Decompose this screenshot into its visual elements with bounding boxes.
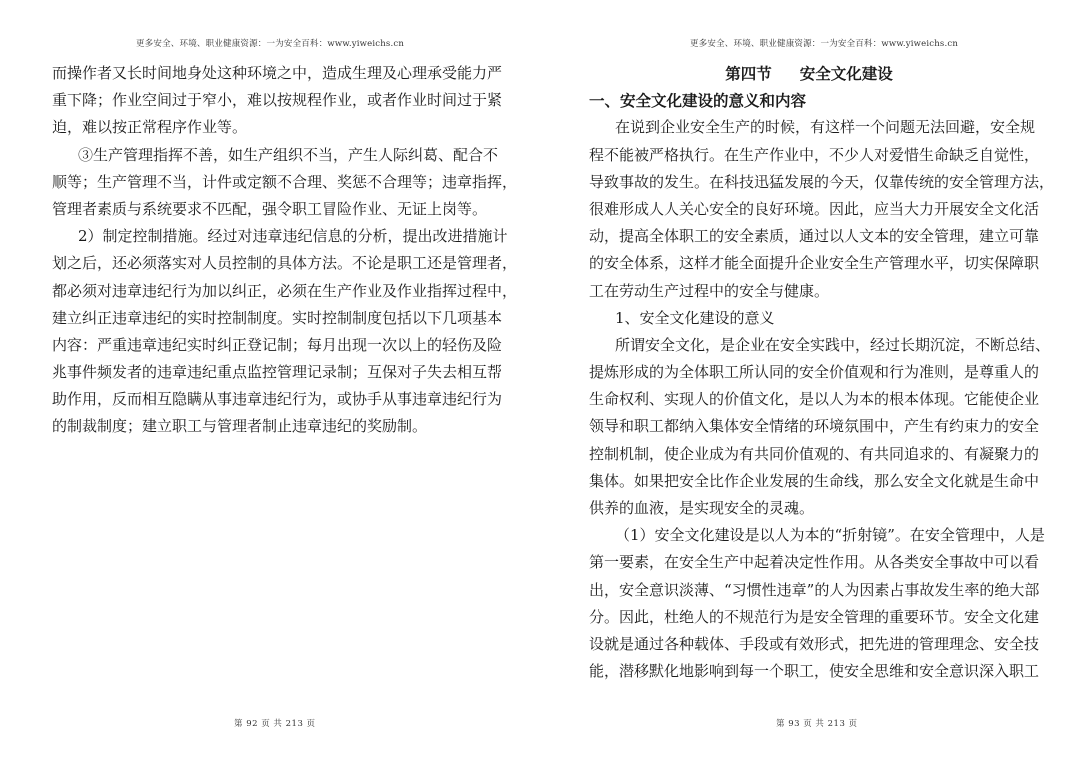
text-line: 的制裁制度；建立职工与管理者制止违章违纪的奖励制。 xyxy=(52,417,428,436)
section-title xyxy=(589,60,1029,87)
text-line: 助作用，反而相互隐瞒从事违章违纪行为，或协手从事违章违纪行为 xyxy=(52,390,503,409)
text-line: 划之后，还必须落实对人员控制的具体方法。不论是职工还是管理者， xyxy=(52,254,518,273)
section-label: 第四节 xyxy=(725,64,772,83)
text-line: 供养的血液，是实现安全的灵魂。 xyxy=(589,499,815,517)
text-line: 都必须对违章违纪行为加以纠正，必须在生产作业及作业指挥过程中， xyxy=(52,281,518,300)
right-page xyxy=(540,0,1080,763)
text-line: 重下降；作业空间过于窄小，难以按规程作业，或者作业时间过于紧 xyxy=(52,91,503,110)
page-header: 更多安全、环境、职业健康资源：一为安全百科：www.yiweichs.cn xyxy=(136,39,405,49)
text-line: 在说到企业安全生产的时候，有这样一个问题无法回避，安全规 xyxy=(615,118,1036,137)
subheading: 一、安全文化建设的意义和内容 xyxy=(589,91,807,111)
text-line: 集体。如果把安全比作企业发展的生命线，那么安全文化就是生命中 xyxy=(589,471,1040,490)
text-line: 兆事件频发者的违章违纪重点监控管理记录制；互保对子失去相互帮 xyxy=(52,363,503,382)
text-line: 提炼形成的为全体职工所认同的安全价值观和行为准则，是尊重人的 xyxy=(589,363,1040,382)
text-line: 导致事故的发生。在科技迅猛发展的今天，仅靠传统的安全管理方法， xyxy=(589,172,1055,191)
page-footer: 第 93 页 共 213 页 xyxy=(776,719,858,729)
section-title-text: 安全文化建设 xyxy=(799,64,893,83)
text-line: 工在劳动生产过程中的安全与健康。 xyxy=(589,281,830,300)
text-line: 所谓安全文化，是企业在安全实践中，经过长期沉淀，不断总结、 xyxy=(615,335,1051,354)
page-header: 更多安全、环境、职业健康资源：一为安全百科：www.yiweichs.cn xyxy=(690,39,959,49)
text-line: 内容：严重违章违纪实时纠正登记制；每月出现一次以上的轻伤及险 xyxy=(52,335,503,354)
text-line: 建立纠正违章违纪的实时控制制度。实时控制制度包括以下几项基本 xyxy=(52,308,503,327)
text-line: 控制机制，使企业成为有共同价值观的、有共同追求的、有凝聚力的 xyxy=(589,444,1040,463)
text-line: ③生产管理指挥不善，如生产组织不当，产生人际纠葛、配合不 xyxy=(78,145,499,164)
text-line: 很难形成人人关心安全的良好环境。因此，应当大力开展安全文化活 xyxy=(589,199,1040,218)
page-body xyxy=(589,60,1055,685)
text-line: 领导和职工都纳入集体安全情绪的环境氛围中，产生有约束力的安全 xyxy=(589,417,1040,436)
text-line: 而操作者又长时间地身处这种环境之中，造成生理及心理承受能力严 xyxy=(52,64,503,82)
text-line: 迫，难以按正常程序作业等。 xyxy=(52,118,248,137)
text-line: 出，安全意识淡薄、“习惯性违章”的人为因素占事故发生率的绝大部 xyxy=(589,580,1040,599)
text-line: 顺等；生产管理不当，计件或定额不合理、奖惩不合理等；违章指挥， xyxy=(52,172,518,191)
text-line: 动，提高全体职工的安全素质，通过以人文本的安全管理，建立可靠 xyxy=(589,227,1040,246)
text-line: 分。因此，杜绝人的不规范行为是安全管理的重要环节。安全文化建 xyxy=(589,607,1040,626)
page-footer: 第 92 页 共 213 页 xyxy=(234,719,316,729)
page-body xyxy=(52,60,518,441)
text-line: 第一要素，在安全生产中起着决定性作用。从各类安全事故中可以看 xyxy=(589,553,1040,572)
numbered-heading: 1、安全文化建设的意义 xyxy=(615,308,775,327)
text-line: 2）制定控制措施。经过对违章违纪信息的分析，提出改进措施计 xyxy=(78,227,508,246)
text-line: （1）安全文化建设是以人为本的“折射镜”。在安全管理中，人是 xyxy=(615,526,1045,545)
text-line: 生命权利、实现人的价值文化，是以人为本的根本体现。它能使企业 xyxy=(589,390,1040,409)
text-line: 设就是通过各种载体、手段或有效形式，把先进的管理理念、安全技 xyxy=(589,634,1040,653)
text-line: 能，潜移默化地影响到每一个职工，使安全思维和安全意识深入职工 xyxy=(589,662,1040,681)
text-line: 管理者素质与系统要求不匹配，强令职工冒险作业、无证上岗等。 xyxy=(52,199,488,218)
text-line: 的安全体系，这样才能全面提升企业安全生产管理水平，切实保障职 xyxy=(589,254,1040,273)
text-line: 程不能被严格执行。在生产作业中，不少人对爱惜生命缺乏自觉性， xyxy=(589,145,1040,164)
